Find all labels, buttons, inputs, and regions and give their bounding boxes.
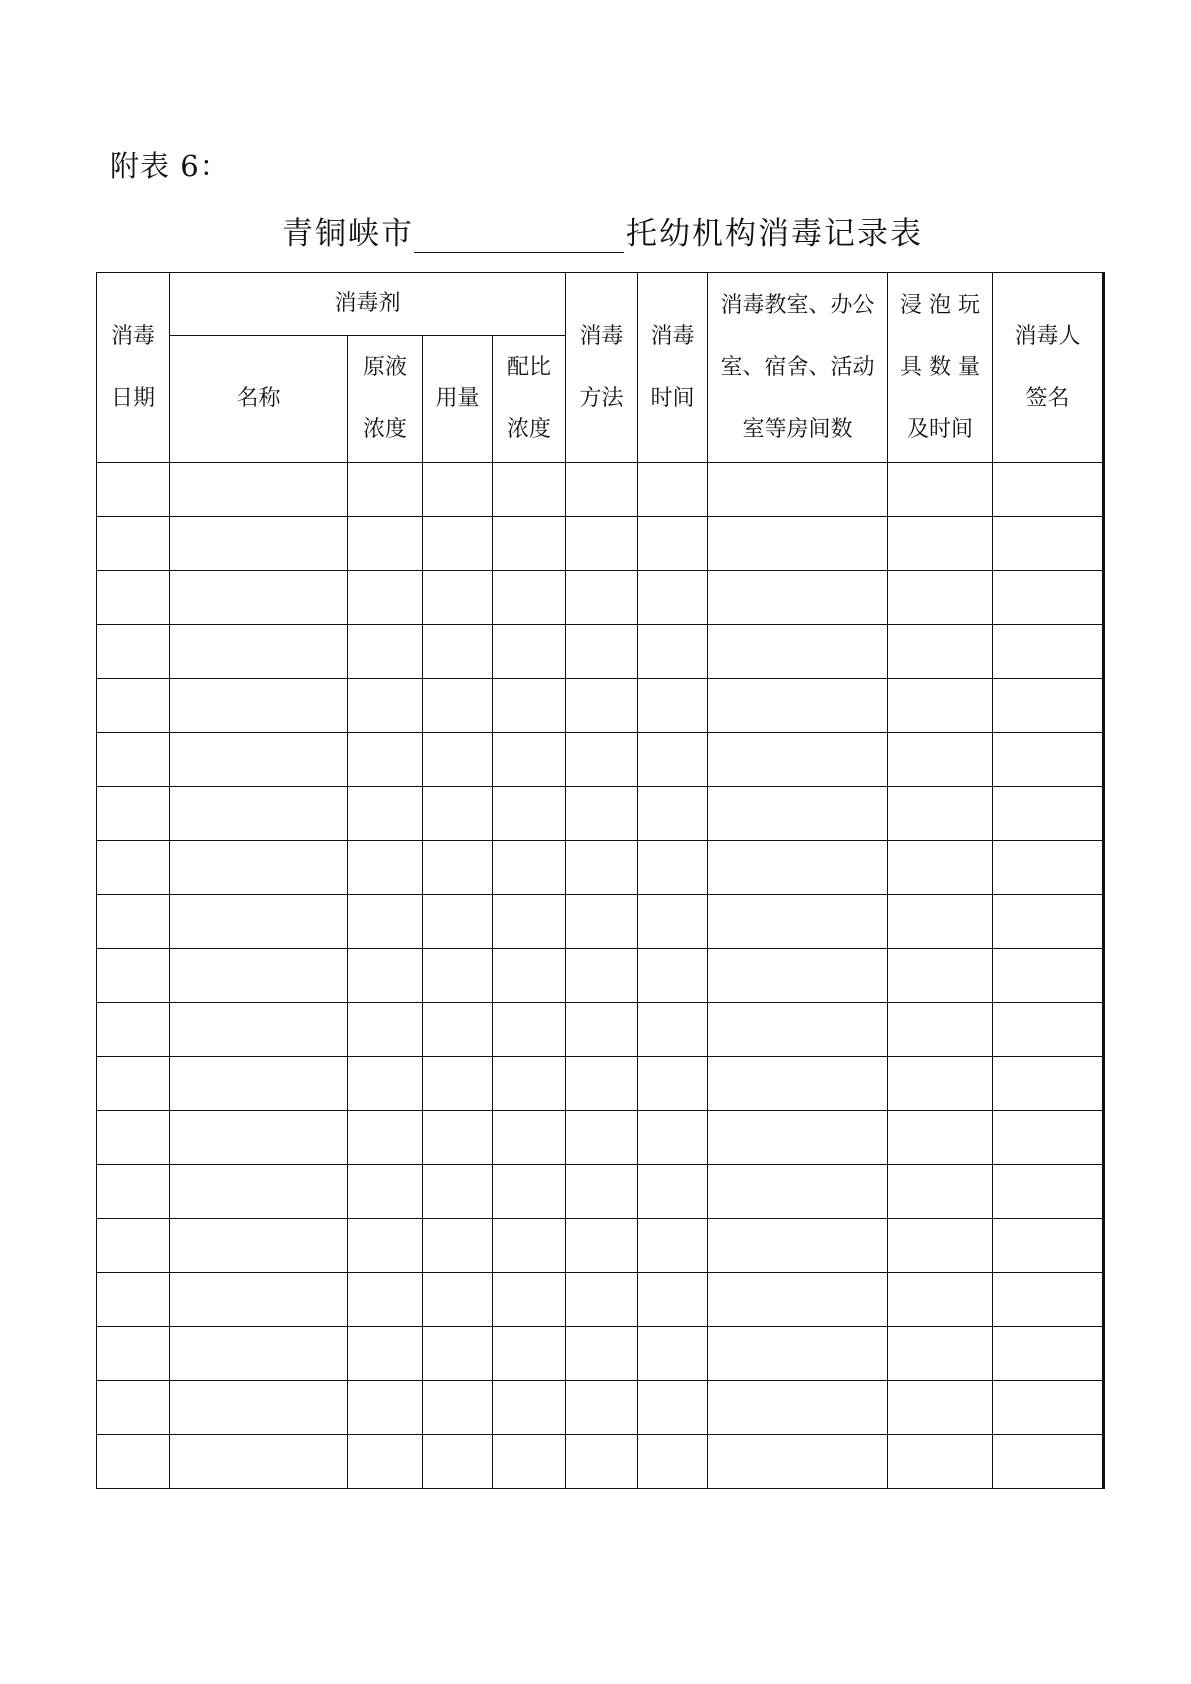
cell-ratio-concentration[interactable] [493, 1111, 566, 1165]
table-row [97, 1219, 1104, 1273]
cell-time[interactable] [638, 625, 708, 679]
header-rooms-line1: 消毒教室、办公 [720, 292, 875, 318]
cell-toys[interactable] [888, 841, 993, 895]
cell-stock-concentration[interactable] [348, 1003, 423, 1057]
header-signer-line2: 签名 [1025, 385, 1070, 411]
cell-ratio-concentration[interactable] [493, 625, 566, 679]
cell-amount[interactable] [423, 571, 493, 625]
cell-ratio-concentration[interactable] [493, 841, 566, 895]
cell-stock-concentration[interactable] [348, 1327, 423, 1381]
cell-signer[interactable] [993, 679, 1104, 733]
cell-date[interactable] [97, 733, 170, 787]
cell-amount[interactable] [423, 1165, 493, 1219]
cell-signer[interactable] [993, 1003, 1104, 1057]
header-rooms-line3: 室等房间数 [742, 416, 853, 442]
cell-date[interactable] [97, 949, 170, 1003]
cell-ratio-concentration[interactable] [493, 1219, 566, 1273]
cell-signer[interactable] [993, 787, 1104, 841]
cell-rooms[interactable] [708, 1273, 888, 1327]
cell-stock-concentration[interactable] [348, 949, 423, 1003]
cell-ratio-concentration[interactable] [493, 1165, 566, 1219]
cell-ratio-concentration[interactable] [493, 679, 566, 733]
title-prefix: 青铜峡市 [282, 216, 414, 252]
cell-date[interactable] [97, 1435, 170, 1489]
cell-toys[interactable] [888, 1273, 993, 1327]
header-date [97, 273, 170, 463]
cell-rooms[interactable] [708, 895, 888, 949]
cell-ratio-concentration[interactable] [493, 1435, 566, 1489]
cell-stock-concentration[interactable] [348, 1057, 423, 1111]
cell-date[interactable] [97, 517, 170, 571]
cell-stock-concentration[interactable] [348, 1381, 423, 1435]
header-time [638, 273, 708, 463]
cell-amount[interactable] [423, 949, 493, 1003]
cell-time[interactable] [638, 1219, 708, 1273]
cell-signer[interactable] [993, 1435, 1104, 1489]
cell-amount[interactable] [423, 787, 493, 841]
cell-amount[interactable] [423, 463, 493, 517]
cell-amount[interactable] [423, 1435, 493, 1489]
table-row [97, 679, 1104, 733]
institution-name-blank[interactable] [414, 252, 624, 253]
cell-time[interactable] [638, 679, 708, 733]
record-rows [97, 463, 1104, 1489]
cell-method[interactable] [566, 1219, 638, 1273]
cell-toys[interactable] [888, 895, 993, 949]
cell-stock-concentration[interactable] [348, 625, 423, 679]
cell-toys[interactable] [888, 1111, 993, 1165]
cell-signer[interactable] [993, 733, 1104, 787]
cell-time[interactable] [638, 1165, 708, 1219]
table-row [97, 1057, 1104, 1111]
cell-name[interactable] [170, 1327, 348, 1381]
header-method-line2: 方法 [579, 385, 624, 411]
cell-signer[interactable] [993, 1111, 1104, 1165]
cell-name[interactable] [170, 1003, 348, 1057]
table-row [97, 463, 1104, 517]
table-row [97, 571, 1104, 625]
cell-toys[interactable] [888, 1381, 993, 1435]
cell-rooms[interactable] [708, 679, 888, 733]
cell-rooms[interactable] [708, 787, 888, 841]
cell-name[interactable] [170, 625, 348, 679]
cell-ratio-concentration[interactable] [493, 517, 566, 571]
cell-date[interactable] [97, 463, 170, 517]
cell-name[interactable] [170, 1165, 348, 1219]
header-ratio-line2: 浓度 [507, 417, 552, 442]
cell-method[interactable] [566, 949, 638, 1003]
cell-amount[interactable] [423, 733, 493, 787]
cell-time[interactable] [638, 517, 708, 571]
cell-name[interactable] [170, 787, 348, 841]
cell-method[interactable] [566, 733, 638, 787]
cell-time[interactable] [638, 1327, 708, 1381]
cell-name[interactable] [170, 895, 348, 949]
cell-name[interactable] [170, 679, 348, 733]
header-signer [993, 273, 1104, 463]
header-rooms-line2: 室、宿舍、活动 [720, 354, 875, 380]
cell-time[interactable] [638, 1003, 708, 1057]
cell-method[interactable] [566, 679, 638, 733]
cell-amount[interactable] [423, 1057, 493, 1111]
table-row [97, 1165, 1104, 1219]
cell-rooms[interactable] [708, 1381, 888, 1435]
cell-date[interactable] [97, 1219, 170, 1273]
cell-stock-concentration[interactable] [348, 787, 423, 841]
header-rooms [708, 273, 888, 463]
cell-name[interactable] [170, 463, 348, 517]
cell-ratio-concentration[interactable] [493, 733, 566, 787]
header-toys-line2: 具 数 量 [900, 354, 981, 380]
cell-time[interactable] [638, 1057, 708, 1111]
cell-signer[interactable] [993, 949, 1104, 1003]
cell-rooms[interactable] [708, 733, 888, 787]
table-row [97, 517, 1104, 571]
cell-time[interactable] [638, 1273, 708, 1327]
cell-stock-concentration[interactable] [348, 1111, 423, 1165]
annex-label: 附表 6： [110, 149, 230, 183]
cell-toys[interactable] [888, 625, 993, 679]
cell-date[interactable] [97, 895, 170, 949]
header-signer-line1: 消毒人 [1014, 323, 1081, 349]
cell-stock-concentration[interactable] [348, 679, 423, 733]
cell-amount[interactable] [423, 517, 493, 571]
cell-method[interactable] [566, 1165, 638, 1219]
cell-time[interactable] [638, 1435, 708, 1489]
cell-date[interactable] [97, 1003, 170, 1057]
header-toys-line1: 浸 泡 玩 [900, 292, 981, 318]
table-row [97, 841, 1104, 895]
cell-date[interactable] [97, 1381, 170, 1435]
cell-signer[interactable] [993, 463, 1104, 517]
cell-ratio-concentration[interactable] [493, 1003, 566, 1057]
cell-signer[interactable] [993, 841, 1104, 895]
cell-toys[interactable] [888, 787, 993, 841]
cell-date[interactable] [97, 1327, 170, 1381]
cell-method[interactable] [566, 1327, 638, 1381]
header-disinfectant: 消毒剂 [170, 273, 566, 336]
cell-time[interactable] [638, 1381, 708, 1435]
cell-name[interactable] [170, 571, 348, 625]
cell-date[interactable] [97, 679, 170, 733]
cell-signer[interactable] [993, 1273, 1104, 1327]
cell-toys[interactable] [888, 733, 993, 787]
header-toys [888, 273, 993, 463]
cell-ratio-concentration[interactable] [493, 949, 566, 1003]
cell-date[interactable] [97, 1273, 170, 1327]
header-name: 名称 [170, 336, 348, 463]
cell-name[interactable] [170, 1273, 348, 1327]
cell-time[interactable] [638, 571, 708, 625]
table-row [97, 625, 1104, 679]
cell-amount[interactable] [423, 1219, 493, 1273]
cell-date[interactable] [97, 1057, 170, 1111]
cell-amount[interactable] [423, 1003, 493, 1057]
table-row [97, 895, 1104, 949]
cell-method[interactable] [566, 625, 638, 679]
header-stock-concentration [348, 336, 423, 463]
cell-name[interactable] [170, 841, 348, 895]
table-row [97, 1273, 1104, 1327]
cell-rooms[interactable] [708, 625, 888, 679]
cell-rooms[interactable] [708, 1327, 888, 1381]
table-row [97, 1003, 1104, 1057]
cell-stock-concentration[interactable] [348, 1273, 423, 1327]
cell-signer[interactable] [993, 1165, 1104, 1219]
cell-rooms[interactable] [708, 571, 888, 625]
cell-toys[interactable] [888, 571, 993, 625]
cell-signer[interactable] [993, 1327, 1104, 1381]
header-time-line1: 消毒 [650, 323, 695, 349]
form-title [0, 208, 1191, 258]
cell-name[interactable] [170, 1435, 348, 1489]
cell-name[interactable] [170, 517, 348, 571]
cell-name[interactable] [170, 733, 348, 787]
header-method [566, 273, 638, 463]
cell-ratio-concentration[interactable] [493, 463, 566, 517]
cell-toys[interactable] [888, 949, 993, 1003]
cell-date[interactable] [97, 1111, 170, 1165]
cell-amount[interactable] [423, 1381, 493, 1435]
cell-signer[interactable] [993, 517, 1104, 571]
title-suffix: 托幼机构消毒记录表 [626, 216, 923, 252]
cell-date[interactable] [97, 571, 170, 625]
header-stock-line2: 浓度 [362, 417, 407, 442]
cell-toys[interactable] [888, 1003, 993, 1057]
cell-stock-concentration[interactable] [348, 571, 423, 625]
cell-rooms[interactable] [708, 1003, 888, 1057]
cell-toys[interactable] [888, 1165, 993, 1219]
table-row [97, 1435, 1104, 1489]
cell-method[interactable] [566, 571, 638, 625]
cell-method[interactable] [566, 1057, 638, 1111]
cell-rooms[interactable] [708, 841, 888, 895]
cell-date[interactable] [97, 625, 170, 679]
header-toys-line3: 及时间 [907, 416, 974, 442]
cell-ratio-concentration[interactable] [493, 1327, 566, 1381]
cell-toys[interactable] [888, 1219, 993, 1273]
cell-stock-concentration[interactable] [348, 1219, 423, 1273]
cell-method[interactable] [566, 787, 638, 841]
cell-toys[interactable] [888, 679, 993, 733]
cell-method[interactable] [566, 841, 638, 895]
cell-amount[interactable] [423, 679, 493, 733]
cell-date[interactable] [97, 841, 170, 895]
cell-stock-concentration[interactable] [348, 517, 423, 571]
cell-signer[interactable] [993, 571, 1104, 625]
cell-method[interactable] [566, 463, 638, 517]
cell-rooms[interactable] [708, 1111, 888, 1165]
header-ratio-line1: 配比 [507, 355, 552, 380]
cell-toys[interactable] [888, 517, 993, 571]
header-stock-line1: 原液 [362, 355, 407, 380]
cell-time[interactable] [638, 949, 708, 1003]
cell-method[interactable] [566, 1381, 638, 1435]
cell-toys[interactable] [888, 1057, 993, 1111]
table-row [97, 787, 1104, 841]
header-method-line1: 消毒 [579, 323, 624, 349]
cell-signer[interactable] [993, 895, 1104, 949]
cell-time[interactable] [638, 733, 708, 787]
cell-signer[interactable] [993, 1381, 1104, 1435]
cell-rooms[interactable] [708, 517, 888, 571]
cell-toys[interactable] [888, 1327, 993, 1381]
cell-rooms[interactable] [708, 463, 888, 517]
cell-rooms[interactable] [708, 1219, 888, 1273]
header-amount: 用量 [423, 336, 493, 463]
cell-amount[interactable] [423, 1327, 493, 1381]
disinfection-record-table [96, 272, 1105, 1489]
cell-amount[interactable] [423, 625, 493, 679]
header-time-line2: 时间 [650, 385, 695, 411]
cell-date[interactable] [97, 787, 170, 841]
cell-amount[interactable] [423, 1273, 493, 1327]
cell-stock-concentration[interactable] [348, 1165, 423, 1219]
cell-method[interactable] [566, 1003, 638, 1057]
cell-method[interactable] [566, 1435, 638, 1489]
cell-name[interactable] [170, 1057, 348, 1111]
cell-ratio-concentration[interactable] [493, 571, 566, 625]
cell-name[interactable] [170, 949, 348, 1003]
cell-rooms[interactable] [708, 1435, 888, 1489]
cell-stock-concentration[interactable] [348, 733, 423, 787]
cell-rooms[interactable] [708, 1057, 888, 1111]
cell-amount[interactable] [423, 895, 493, 949]
cell-method[interactable] [566, 1273, 638, 1327]
header-ratio-concentration [493, 336, 566, 463]
table-row [97, 733, 1104, 787]
cell-time[interactable] [638, 787, 708, 841]
cell-amount[interactable] [423, 841, 493, 895]
cell-stock-concentration[interactable] [348, 1435, 423, 1489]
cell-stock-concentration[interactable] [348, 841, 423, 895]
cell-signer[interactable] [993, 1057, 1104, 1111]
cell-time[interactable] [638, 841, 708, 895]
header-date-line1: 消毒 [110, 323, 155, 349]
cell-toys[interactable] [888, 463, 993, 517]
cell-toys[interactable] [888, 1435, 993, 1489]
table-row [97, 1327, 1104, 1381]
cell-time[interactable] [638, 463, 708, 517]
cell-date[interactable] [97, 1165, 170, 1219]
cell-time[interactable] [638, 1111, 708, 1165]
cell-time[interactable] [638, 895, 708, 949]
cell-method[interactable] [566, 517, 638, 571]
cell-ratio-concentration[interactable] [493, 895, 566, 949]
cell-signer[interactable] [993, 625, 1104, 679]
cell-rooms[interactable] [708, 949, 888, 1003]
table-row [97, 1381, 1104, 1435]
cell-method[interactable] [566, 895, 638, 949]
cell-name[interactable] [170, 1111, 348, 1165]
cell-stock-concentration[interactable] [348, 895, 423, 949]
table-row [97, 1111, 1104, 1165]
cell-ratio-concentration[interactable] [493, 1381, 566, 1435]
cell-signer[interactable] [993, 1219, 1104, 1273]
cell-amount[interactable] [423, 1111, 493, 1165]
cell-stock-concentration[interactable] [348, 463, 423, 517]
cell-ratio-concentration[interactable] [493, 1273, 566, 1327]
cell-name[interactable] [170, 1381, 348, 1435]
header-date-line2: 日期 [110, 385, 155, 411]
cell-method[interactable] [566, 1111, 638, 1165]
cell-ratio-concentration[interactable] [493, 1057, 566, 1111]
cell-ratio-concentration[interactable] [493, 787, 566, 841]
cell-rooms[interactable] [708, 1165, 888, 1219]
cell-name[interactable] [170, 1219, 348, 1273]
table-row [97, 949, 1104, 1003]
